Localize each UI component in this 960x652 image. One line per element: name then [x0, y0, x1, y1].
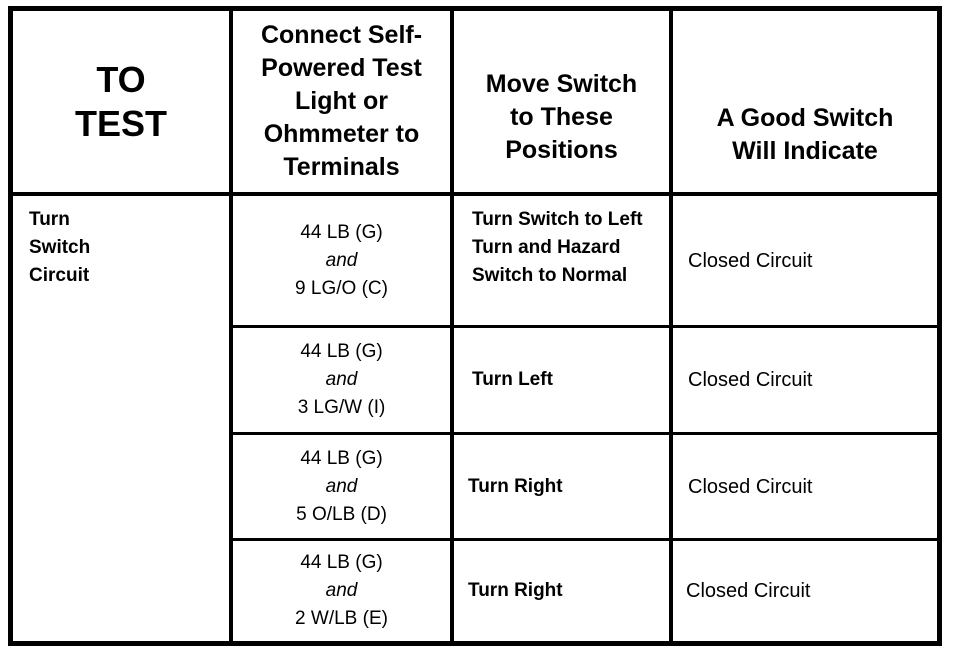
position-line: Turn Right: [468, 580, 563, 601]
connector-word: and: [325, 369, 358, 390]
terminal-connector: [326, 577, 358, 605]
connector-word: and: [325, 475, 358, 497]
terminal-connector: [326, 366, 358, 394]
terminals-cell: [233, 196, 450, 325]
test-item-line: Turn: [29, 209, 70, 230]
position-cell: [454, 328, 669, 432]
terminal-a: 44 LB (G): [300, 447, 383, 469]
position-line: Turn and Hazard: [472, 237, 621, 258]
position-cell: [454, 196, 669, 325]
terminal-a: 44 LB (G): [300, 552, 383, 573]
header-good-switch: [673, 77, 937, 192]
indication-text: Closed Circuit: [688, 369, 813, 391]
header-line: Ohmmeter to: [263, 120, 420, 148]
header-line: to These: [510, 103, 613, 131]
indication-cell: [673, 435, 937, 538]
header-line: Terminals: [283, 153, 400, 181]
header-line: Positions: [505, 136, 618, 164]
position-line: Turn Left: [472, 369, 553, 390]
position-line: Switch to Normal: [472, 265, 628, 286]
terminal-a: 44 LB (G): [300, 221, 383, 243]
indication-text: Closed Circuit: [688, 249, 813, 272]
connector-word: and: [325, 249, 358, 271]
header-connect-terminals: [233, 11, 450, 192]
terminal-a: 44 LB (G): [300, 341, 383, 362]
header-to-test: [13, 11, 229, 192]
test-item-turn-switch-circuit: [13, 196, 229, 641]
position-line: Turn Right: [468, 475, 563, 497]
terminal-b: 5 O/LB (D): [296, 503, 387, 525]
switch-test-table: [8, 6, 942, 646]
indication-cell: [673, 541, 937, 641]
terminal-b: 9 LG/O (C): [295, 277, 388, 299]
terminal-b: 2 W/LB (E): [295, 608, 388, 629]
test-item-line: Switch: [29, 237, 91, 258]
terminal-b: 3 LG/W (I): [297, 397, 386, 418]
position-cell: [454, 541, 669, 641]
header-move-switch: [454, 43, 669, 192]
header-line: A Good Switch: [716, 103, 894, 132]
connector-word: and: [325, 580, 358, 601]
position-line: Turn Switch to Left: [472, 209, 643, 230]
terminals-cell: [233, 328, 450, 432]
indication-text: Closed Circuit: [688, 475, 813, 498]
test-item-line: Circuit: [29, 265, 90, 286]
header-line: Powered Test: [261, 54, 422, 82]
position-cell: [454, 435, 669, 538]
header-line: Will Indicate: [732, 136, 878, 165]
terminals-cell: [233, 435, 450, 538]
header-line: Move Switch: [485, 70, 638, 98]
header-line: Light or: [294, 87, 389, 115]
header-line: Connect Self-: [260, 21, 423, 49]
indication-cell: [673, 328, 937, 432]
indication-text: Closed Circuit: [686, 580, 811, 602]
terminal-connector: [326, 473, 358, 501]
header-to-test-line: TO: [96, 58, 146, 100]
terminal-connector: [326, 247, 358, 275]
indication-cell: [673, 196, 937, 325]
terminals-cell: [233, 541, 450, 641]
header-to-test-line: TEST: [74, 102, 167, 144]
